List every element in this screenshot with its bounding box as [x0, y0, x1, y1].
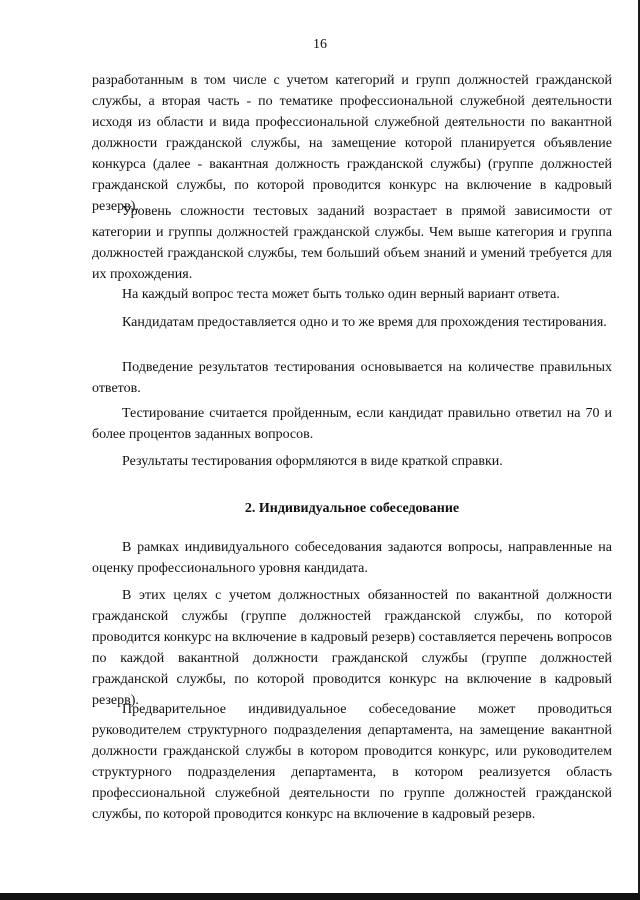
section-paragraph-1: В рамках индивидуального собеседования задаются вопросы, направленные на оценку профессионального уровня кандидата. [92, 540, 612, 576]
paragraph-1: разработанным в том числе с учетом категорий и групп должностей гражданской службы, а вторая часть - по тематике профессиональной служебной деятельности исходя из области и вида профессиональной служебной деятельности по вакантной должности гражданской службы, на замещение которой планируется объявление конкурса (далее - вакантная должность гражданской службы) (группе должностей гражданской службы, по которой проводится конкурс на включение в кадровый резерв). [92, 73, 612, 214]
scan-bottom-border [0, 893, 640, 900]
section-paragraph-3: Предварительное индивидуальное собеседование может проводиться руководителем структурного подразделения департамента, на замещение вакантной должности гражданской службы в котором проводится конкурс, или руководителем структурного подразделения департамента, в котором реализуется область профессиональной служебной деятельности по группе должностей гражданской службы, по которой проводится конкурс на включение в кадровый резерв. [92, 702, 612, 822]
paragraph-4: Кандидатам предоставляется одно и то же время для прохождения тестирования. [122, 315, 607, 330]
paragraph-5: Подведение результатов тестирования основывается на количестве правильных ответов. [92, 360, 612, 396]
paragraph-3: На каждый вопрос теста может быть только один верный вариант ответа. [122, 287, 560, 302]
section-paragraph-2: В этих целях с учетом должностных обязанностей по вакантной должности гражданской службы (группе должностей гражданской службы, по которой проводится конкурс на включение в кадровый резерв) составляется перечень вопросов по каждой вакантной должности гражданской службы (группе должностей гражданской службы, по которой проводится конкурс на включение в кадровый резерв). [92, 588, 612, 708]
paragraph-6: Тестирование считается пройденным, если кандидат правильно ответил на 70 и более процентов заданных вопросов. [92, 406, 612, 442]
page-number: 16 [313, 37, 327, 52]
paragraph-7: Результаты тестирования оформляются в виде краткой справки. [122, 454, 503, 469]
section-heading: 2. Индивидуальное собеседование [244, 501, 460, 516]
paragraph-2: Уровень сложности тестовых заданий возрастает в прямой зависимости от категории и группы должностей гражданской службы. Чем выше категория и группа должностей гражданской службы, тем больший объем знаний и умений требуется для их прохождения. [92, 204, 612, 282]
